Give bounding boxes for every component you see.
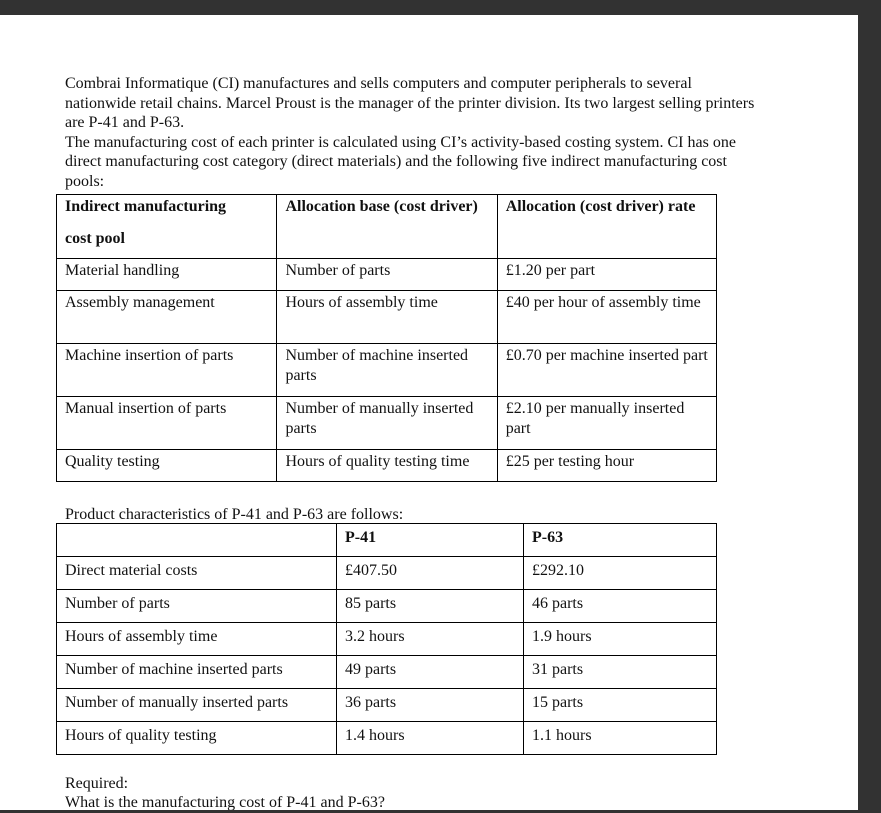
p63-value: 1.9 hours bbox=[524, 623, 717, 656]
p41-value: 1.4 hours bbox=[337, 722, 524, 755]
characteristic-label: Number of machine inserted parts bbox=[57, 656, 337, 689]
table-row bbox=[57, 590, 717, 623]
intro-text bbox=[65, 74, 765, 191]
allocation-rate-cell: £1.20 per part bbox=[497, 259, 716, 291]
table-row bbox=[57, 689, 717, 722]
p41-value: 49 parts bbox=[337, 656, 524, 689]
cost-pool-cell: Assembly management bbox=[57, 291, 277, 344]
table-row bbox=[57, 397, 717, 450]
table-row bbox=[57, 623, 717, 656]
header-blank bbox=[57, 524, 337, 557]
p63-value: 15 parts bbox=[524, 689, 717, 722]
cost-pool-cell: Machine insertion of parts bbox=[57, 344, 277, 397]
table-row bbox=[57, 722, 717, 755]
product-characteristics-caption: Product characteristics of P-41 and P-63 are follows: bbox=[65, 506, 404, 523]
allocation-rate-cell: £40 per hour of assembly time bbox=[497, 291, 716, 344]
characteristic-label: Number of parts bbox=[57, 590, 337, 623]
characteristic-label: Number of manually inserted parts bbox=[57, 689, 337, 722]
allocation-base-cell: Number of parts bbox=[277, 259, 497, 291]
cost-pool-cell: Material handling bbox=[57, 259, 277, 291]
table-row bbox=[57, 259, 717, 291]
p41-value: 3.2 hours bbox=[337, 623, 524, 656]
header-allocation-base: Allocation base (cost driver) bbox=[277, 195, 497, 259]
p41-value: 36 parts bbox=[337, 689, 524, 722]
header-p41: P-41 bbox=[337, 524, 524, 557]
table-row bbox=[57, 557, 717, 590]
table-row bbox=[57, 656, 717, 689]
cost-pool-table bbox=[56, 194, 717, 482]
allocation-rate-cell: £25 per testing hour bbox=[497, 450, 716, 482]
header-p63: P-63 bbox=[524, 524, 717, 557]
table-row bbox=[57, 344, 717, 397]
header-cost-pool-line2: cost pool bbox=[65, 230, 125, 247]
p63-value: 46 parts bbox=[524, 590, 717, 623]
allocation-base-cell: Number of manually inserted parts bbox=[277, 397, 497, 450]
table-header-row bbox=[57, 195, 717, 259]
required-question: What is the manufacturing cost of P-41 and P-63? bbox=[65, 794, 385, 810]
header-allocation-rate: Allocation (cost driver) rate bbox=[497, 195, 716, 259]
intro-paragraph-1: Combrai Informatique (CI) manufactures and sells computers and computer peripherals to several nationwide retail chains. Marcel Proust is the manager of the printer division. Its two largest selling printers are P-41 and P-63. bbox=[65, 75, 755, 131]
table-header-row bbox=[57, 524, 717, 557]
characteristic-label: Hours of quality testing bbox=[57, 722, 337, 755]
cost-pool-cell: Quality testing bbox=[57, 450, 277, 482]
required-section bbox=[65, 774, 385, 810]
document-page bbox=[0, 15, 858, 810]
characteristic-label: Hours of assembly time bbox=[57, 623, 337, 656]
p63-value: £292.10 bbox=[524, 557, 717, 590]
intro-paragraph-2: The manufacturing cost of each printer is calculated using CI’s activity-based costing system. CI has one direct manufacturing cost category (direct materials) and the following five indirect manufacturing cost pools: bbox=[65, 133, 736, 190]
p41-value: 85 parts bbox=[337, 590, 524, 623]
p63-value: 1.1 hours bbox=[524, 722, 717, 755]
characteristic-label: Direct material costs bbox=[57, 557, 337, 590]
allocation-base-cell: Number of machine inserted parts bbox=[277, 344, 497, 397]
header-cost-pool-line1: Indirect manufacturing bbox=[65, 198, 227, 215]
product-characteristics-table bbox=[56, 523, 717, 755]
cost-pool-cell: Manual insertion of parts bbox=[57, 397, 277, 450]
allocation-base-cell: Hours of assembly time bbox=[277, 291, 497, 344]
header-cost-pool bbox=[57, 195, 277, 259]
allocation-rate-cell: £0.70 per machine inserted part bbox=[497, 344, 716, 397]
p41-value: £407.50 bbox=[337, 557, 524, 590]
table-row bbox=[57, 291, 717, 344]
required-label: Required: bbox=[65, 775, 129, 792]
allocation-base-cell: Hours of quality testing time bbox=[277, 450, 497, 482]
allocation-rate-cell: £2.10 per manually inserted part bbox=[497, 397, 716, 450]
p63-value: 31 parts bbox=[524, 656, 717, 689]
table-row bbox=[57, 450, 717, 482]
